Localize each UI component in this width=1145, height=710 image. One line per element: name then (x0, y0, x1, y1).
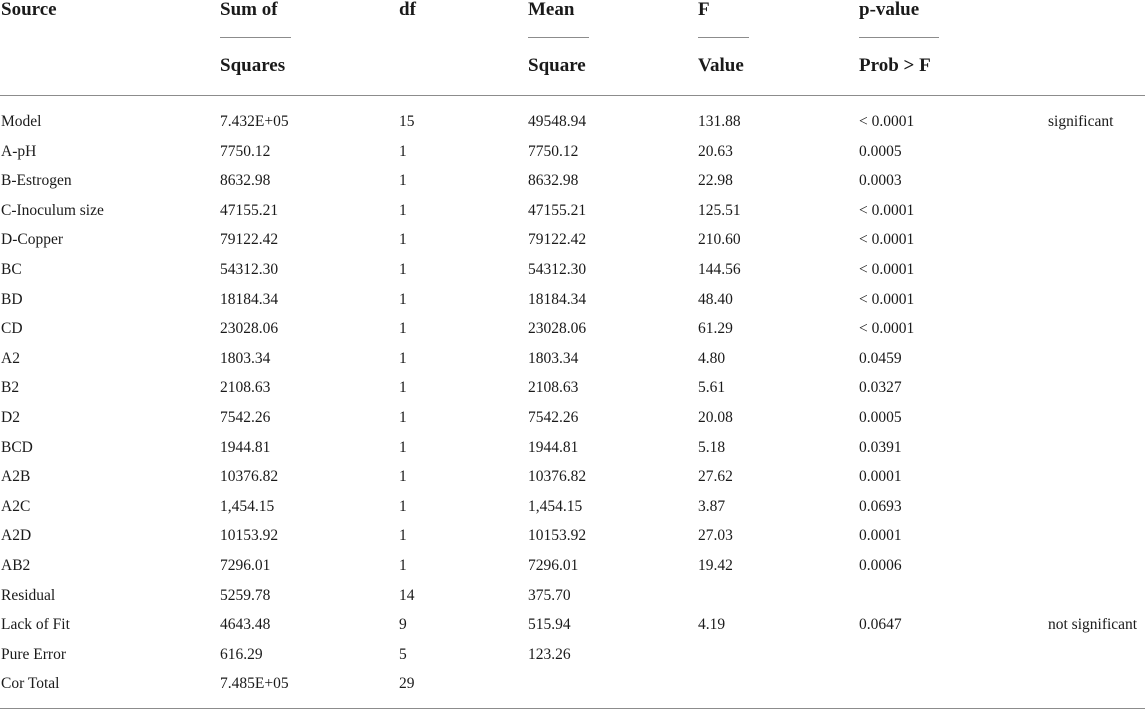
sum-of-squares-cell: 54312.30 (220, 260, 279, 278)
table-bottom-rule (0, 708, 1145, 709)
df-cell: 1 (399, 142, 407, 160)
source-cell: A-pH (1, 142, 37, 160)
source-cell: B2 (1, 379, 20, 397)
table-row (0, 433, 1145, 463)
mean-square-cell: 1944.81 (528, 438, 579, 456)
table-row (0, 255, 1145, 285)
f-value-cell: 131.88 (698, 113, 741, 130)
table-row (0, 344, 1145, 374)
mean-square-cell: 8632.98 (528, 172, 579, 190)
sum-of-squares-cell: 616.29 (220, 645, 263, 663)
header-divider (220, 37, 291, 38)
sum-of-squares-cell: 18184.34 (220, 290, 279, 308)
source-cell: Cor Total (1, 675, 60, 693)
mean-square-cell: 7750.12 (528, 142, 579, 160)
df-cell: 1 (399, 408, 407, 426)
mean-square-cell: 23028.06 (528, 320, 587, 338)
f-value-cell: 4.19 (698, 616, 726, 634)
p-value-cell: 0.0391 (859, 438, 902, 456)
df-cell: 1 (399, 320, 407, 338)
df-cell: 1 (399, 497, 407, 515)
f-value-cell: 4.80 (698, 349, 726, 367)
p-value-cell: 0.0693 (859, 497, 902, 515)
table-row (0, 403, 1145, 433)
header-p-value-bottom: Prob > F (859, 55, 931, 76)
header-divider (859, 37, 939, 38)
df-cell: 14 (399, 586, 415, 604)
p-value-cell: 0.0001 (859, 527, 902, 545)
sum-of-squares-cell: 7296.01 (220, 556, 271, 574)
f-value-cell: 48.40 (698, 290, 733, 308)
sum-of-squares-cell: 79122.42 (220, 231, 279, 249)
df-cell: 1 (399, 468, 407, 486)
mean-square-cell: 47155.21 (528, 201, 587, 219)
table-row (0, 610, 1145, 640)
source-cell: CD (1, 320, 23, 338)
df-cell: 1 (399, 349, 407, 367)
header-divider (528, 37, 589, 38)
source-cell: D2 (1, 408, 20, 426)
sum-of-squares-cell: 10153.92 (220, 527, 279, 545)
table-row (0, 137, 1145, 167)
source-cell: A2C (1, 497, 31, 515)
df-cell: 1 (399, 231, 407, 249)
sum-of-squares-cell: 7.485E+05 (220, 675, 289, 693)
source-cell: BCD (1, 438, 33, 456)
df-cell: 15 (399, 113, 415, 130)
source-cell: C-Inoculum size (1, 201, 104, 219)
f-value-cell: 27.03 (698, 527, 733, 545)
mean-square-cell: 7542.26 (528, 408, 579, 426)
header-sum-of-squares-top: Sum of (220, 0, 278, 20)
source-cell: A2D (1, 527, 32, 545)
table-row (0, 640, 1145, 670)
sum-of-squares-cell: 10376.82 (220, 468, 279, 486)
p-value-cell: 0.0327 (859, 379, 902, 397)
header-mean-square-top: Mean (528, 0, 575, 20)
df-cell: 9 (399, 616, 407, 634)
f-value-cell: 5.18 (698, 438, 726, 456)
f-value-cell: 20.63 (698, 142, 733, 160)
df-cell: 1 (399, 260, 407, 278)
significance-cell: not significant (1048, 616, 1138, 634)
header-df-label: df (399, 0, 416, 20)
table-body (0, 107, 1145, 699)
f-value-cell: 27.62 (698, 468, 733, 486)
table-row (0, 373, 1145, 403)
df-cell: 1 (399, 172, 407, 190)
f-value-cell: 20.08 (698, 408, 733, 426)
f-value-cell: 125.51 (698, 201, 741, 219)
sum-of-squares-cell: 5259.78 (220, 586, 271, 604)
source-cell: A2 (1, 349, 20, 367)
source-cell: BD (1, 290, 23, 308)
sum-of-squares-cell: 4643.48 (220, 616, 271, 634)
f-value-cell: 144.56 (698, 260, 741, 278)
header-p-value-top: p-value (859, 0, 920, 20)
table-row (0, 107, 1145, 137)
df-cell: 1 (399, 438, 407, 456)
source-cell: AB2 (1, 556, 31, 574)
table-row (0, 581, 1145, 611)
source-cell: Residual (1, 586, 56, 604)
sum-of-squares-cell: 7542.26 (220, 408, 271, 426)
table-row (0, 521, 1145, 551)
p-value-cell: 0.0005 (859, 408, 902, 426)
significance-cell: significant (1048, 113, 1114, 130)
mean-square-cell: 54312.30 (528, 260, 587, 278)
header-sum-of-squares-bottom: Squares (220, 55, 286, 76)
f-value-cell: 210.60 (698, 231, 741, 249)
df-cell: 1 (399, 201, 407, 219)
mean-square-cell: 375.70 (528, 586, 571, 604)
header-f-value-top: F (698, 0, 710, 20)
table-row (0, 462, 1145, 492)
source-cell: D-Copper (1, 231, 63, 249)
table-row (0, 196, 1145, 226)
table-row (0, 166, 1145, 196)
table-row (0, 669, 1145, 699)
sum-of-squares-cell: 2108.63 (220, 379, 271, 397)
sum-of-squares-cell: 1803.34 (220, 349, 271, 367)
header-f-value-bottom: Value (698, 55, 744, 76)
source-cell: A2B (1, 468, 31, 486)
f-value-cell: 61.29 (698, 320, 733, 338)
mean-square-cell: 515.94 (528, 616, 571, 634)
p-value-cell: < 0.0001 (859, 231, 915, 249)
source-cell: Model (1, 113, 42, 130)
sum-of-squares-cell: 1,454.15 (220, 497, 275, 515)
df-cell: 1 (399, 556, 407, 574)
mean-square-cell: 2108.63 (528, 379, 579, 397)
sum-of-squares-cell: 7.432E+05 (220, 113, 289, 130)
sum-of-squares-cell: 7750.12 (220, 142, 271, 160)
df-cell: 1 (399, 290, 407, 308)
mean-square-cell: 49548.94 (528, 113, 587, 130)
table-row (0, 492, 1145, 522)
p-value-cell: 0.0005 (859, 142, 902, 160)
mean-square-cell: 10153.92 (528, 527, 587, 545)
source-cell: Lack of Fit (1, 616, 70, 634)
f-value-cell: 5.61 (698, 379, 726, 397)
p-value-cell: 0.0006 (859, 556, 902, 574)
p-value-cell: < 0.0001 (859, 260, 915, 278)
header-source-label: Source (1, 0, 57, 20)
mean-square-cell: 10376.82 (528, 468, 587, 486)
mean-square-cell: 123.26 (528, 645, 571, 663)
mean-square-cell: 18184.34 (528, 290, 587, 308)
p-value-cell: < 0.0001 (859, 201, 915, 219)
p-value-cell: 0.0003 (859, 172, 902, 190)
table-header (0, 0, 1145, 96)
table-row (0, 551, 1145, 581)
p-value-cell: < 0.0001 (859, 113, 915, 130)
source-cell: B-Estrogen (1, 172, 72, 190)
df-cell: 29 (399, 675, 415, 693)
f-value-cell: 19.42 (698, 556, 733, 574)
df-cell: 5 (399, 645, 407, 663)
p-value-cell: 0.0001 (859, 468, 902, 486)
source-cell: Pure Error (1, 645, 66, 663)
sum-of-squares-cell: 47155.21 (220, 201, 279, 219)
header-mean-square-bottom: Square (528, 55, 586, 76)
mean-square-cell: 79122.42 (528, 231, 587, 249)
header-divider (698, 37, 749, 38)
mean-square-cell: 1,454.15 (528, 497, 583, 515)
p-value-cell: < 0.0001 (859, 290, 915, 308)
source-cell: BC (1, 260, 22, 278)
table-row (0, 285, 1145, 315)
mean-square-cell: 7296.01 (528, 556, 579, 574)
f-value-cell: 3.87 (698, 497, 726, 515)
p-value-cell: < 0.0001 (859, 320, 915, 338)
df-cell: 1 (399, 379, 407, 397)
table-row (0, 225, 1145, 255)
f-value-cell: 22.98 (698, 172, 733, 190)
sum-of-squares-cell: 8632.98 (220, 172, 271, 190)
p-value-cell: 0.0459 (859, 349, 902, 367)
sum-of-squares-cell: 1944.81 (220, 438, 271, 456)
sum-of-squares-cell: 23028.06 (220, 320, 279, 338)
df-cell: 1 (399, 527, 407, 545)
p-value-cell: 0.0647 (859, 616, 902, 634)
table-row (0, 314, 1145, 344)
mean-square-cell: 1803.34 (528, 349, 579, 367)
